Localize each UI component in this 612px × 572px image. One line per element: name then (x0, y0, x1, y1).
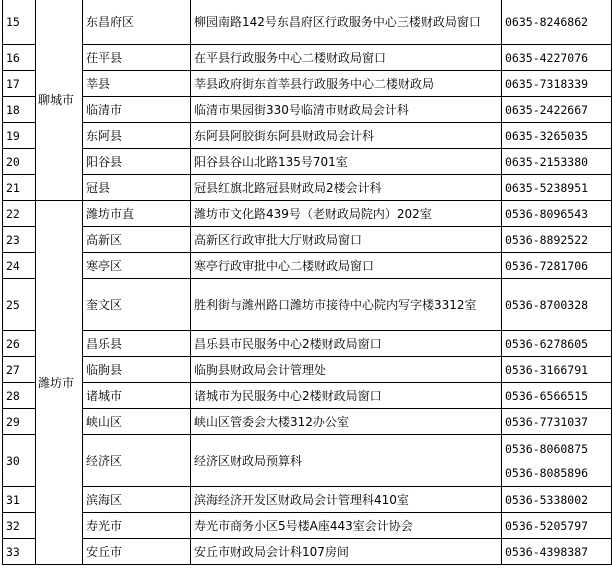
row-number: 30 (3, 435, 36, 487)
phone-number: 0635-2422667 (505, 102, 589, 117)
table-row (3, 253, 612, 279)
row-number: 22 (3, 201, 36, 227)
phone-number: 0536-4398387 (505, 544, 589, 559)
phone-number: 0635-5238951 (505, 180, 589, 195)
row-number: 23 (3, 227, 36, 253)
table-row (3, 539, 612, 565)
district-cell: 冠县 (83, 175, 191, 201)
address-cell: 临朐县财政局会计管理处 (191, 357, 502, 383)
phone-cell (502, 71, 612, 97)
table-row (3, 175, 612, 201)
district-cell: 高新区 (83, 227, 191, 253)
address-cell: 经济区财政局预算科 (191, 435, 502, 487)
row-number: 29 (3, 409, 36, 435)
table-row (3, 45, 612, 71)
city-cell: 潍坊市 (36, 201, 83, 565)
district-cell: 峡山区 (83, 409, 191, 435)
address-cell: 冠县红旗北路冠县财政局2楼会计科 (191, 175, 502, 201)
phone-cell (502, 227, 612, 253)
district-cell: 临朐县 (83, 357, 191, 383)
phone-number: 0635-7318339 (505, 76, 589, 91)
row-number: 32 (3, 513, 36, 539)
phone-cell (502, 435, 612, 487)
phone-cell (502, 357, 612, 383)
address-cell: 在平县行政服务中心二楼财政局窗口 (191, 45, 502, 71)
address-cell: 阳谷县谷山北路135号701室 (191, 149, 502, 175)
table-row (3, 357, 612, 383)
row-number: 16 (3, 45, 36, 71)
address-cell: 潍坊市文化路439号（老财政局院内）202室 (191, 201, 502, 227)
phone-number: 0536-3166791 (505, 362, 589, 377)
phone-cell (502, 253, 612, 279)
district-cell: 奎文区 (83, 279, 191, 331)
table-row (3, 383, 612, 409)
district-cell: 东昌府区 (83, 0, 191, 45)
table-row (3, 409, 612, 435)
row-number: 15 (3, 0, 36, 45)
address-cell: 高新区行政审批大厅财政局窗口 (191, 227, 502, 253)
phone-number: 0536-5205797 (505, 518, 589, 533)
table-row (3, 71, 612, 97)
phone-cell (502, 175, 612, 201)
district-cell: 阳谷县 (83, 149, 191, 175)
district-cell: 潍坊市直 (83, 201, 191, 227)
row-number: 17 (3, 71, 36, 97)
office-directory-table (2, 0, 612, 565)
table-row (3, 435, 612, 487)
table-row (3, 227, 612, 253)
phone-number: 0536-8085896 (505, 465, 589, 480)
table-row (3, 201, 612, 227)
phone-number: 0536-6566515 (505, 388, 589, 403)
row-number: 20 (3, 149, 36, 175)
phone-cell (502, 149, 612, 175)
table-row (3, 331, 612, 357)
phone-number: 0536-6278605 (505, 336, 589, 351)
table-row (3, 123, 612, 149)
row-number: 18 (3, 97, 36, 123)
phone-cell (502, 409, 612, 435)
district-cell: 昌乐县 (83, 331, 191, 357)
phone-number: 0536-7281706 (505, 258, 589, 273)
phone-number: 0635-2153380 (505, 154, 589, 169)
table-row (3, 149, 612, 175)
table-row (3, 279, 612, 331)
phone-cell (502, 201, 612, 227)
district-cell: 滨海区 (83, 487, 191, 513)
phone-cell (502, 331, 612, 357)
phone-number: 0536-5338002 (505, 492, 589, 507)
address-cell: 峡山区管委会大楼312办公室 (191, 409, 502, 435)
phone-cell (502, 487, 612, 513)
phone-number: 0536-8096543 (505, 206, 589, 221)
row-number: 31 (3, 487, 36, 513)
phone-cell (502, 513, 612, 539)
address-cell: 寒亭行政审批中心二楼财政局窗口 (191, 253, 502, 279)
row-number: 28 (3, 383, 36, 409)
address-cell: 莘县政府街东首莘县行政服务中心二楼财政局 (191, 71, 502, 97)
phone-cell (502, 539, 612, 565)
row-number: 33 (3, 539, 36, 565)
address-cell: 柳园南路142号东昌府区行政服务中心三楼财政局窗口 (191, 0, 502, 45)
address-cell: 临清市果园街330号临清市财政局会计科 (191, 97, 502, 123)
district-cell: 安丘市 (83, 539, 191, 565)
address-cell: 安丘市财政局会计科107房间 (191, 539, 502, 565)
phone-cell (502, 45, 612, 71)
row-number: 21 (3, 175, 36, 201)
address-cell: 胜利街与潍州路口潍坊市接待中心院内写字楼3312室 (191, 279, 502, 331)
phone-cell (502, 97, 612, 123)
row-number: 24 (3, 253, 36, 279)
district-cell: 东阿县 (83, 123, 191, 149)
district-cell: 莘县 (83, 71, 191, 97)
row-number: 19 (3, 123, 36, 149)
row-number: 25 (3, 279, 36, 331)
phone-number: 0635-4227076 (505, 50, 589, 65)
table-body (3, 0, 612, 565)
table-row (3, 0, 612, 45)
row-number: 26 (3, 331, 36, 357)
phone-number: 0536-8892522 (505, 232, 589, 247)
address-cell: 寿光市商务小区5号楼A座443室会计协会 (191, 513, 502, 539)
address-cell: 诸城市为民服务中心2楼财政局窗口 (191, 383, 502, 409)
district-cell: 经济区 (83, 435, 191, 487)
city-cell: 聊城市 (36, 0, 83, 201)
phone-cell (502, 383, 612, 409)
district-cell: 寒亭区 (83, 253, 191, 279)
address-cell: 昌乐县市民服务中心2楼财政局窗口 (191, 331, 502, 357)
phone-number: 0536-7731037 (505, 414, 589, 429)
phone-number: 0536-8700328 (505, 297, 589, 312)
table-row (3, 97, 612, 123)
address-cell: 滨海经济开发区财政局会计管理科410室 (191, 487, 502, 513)
phone-number: 0635-8246862 (505, 15, 589, 29)
row-number: 27 (3, 357, 36, 383)
table-row (3, 487, 612, 513)
phone-cell (502, 123, 612, 149)
table-row (3, 513, 612, 539)
district-cell: 寿光市 (83, 513, 191, 539)
district-cell: 临清市 (83, 97, 191, 123)
phone-number: 0536-8060875 (505, 441, 589, 456)
address-cell: 东阿县阿胶街东阿县财政局会计科 (191, 123, 502, 149)
phone-cell (502, 279, 612, 331)
phone-cell (502, 0, 612, 45)
district-cell: 茌平县 (83, 45, 191, 71)
district-cell: 诸城市 (83, 383, 191, 409)
phone-number: 0635-3265035 (505, 128, 589, 143)
